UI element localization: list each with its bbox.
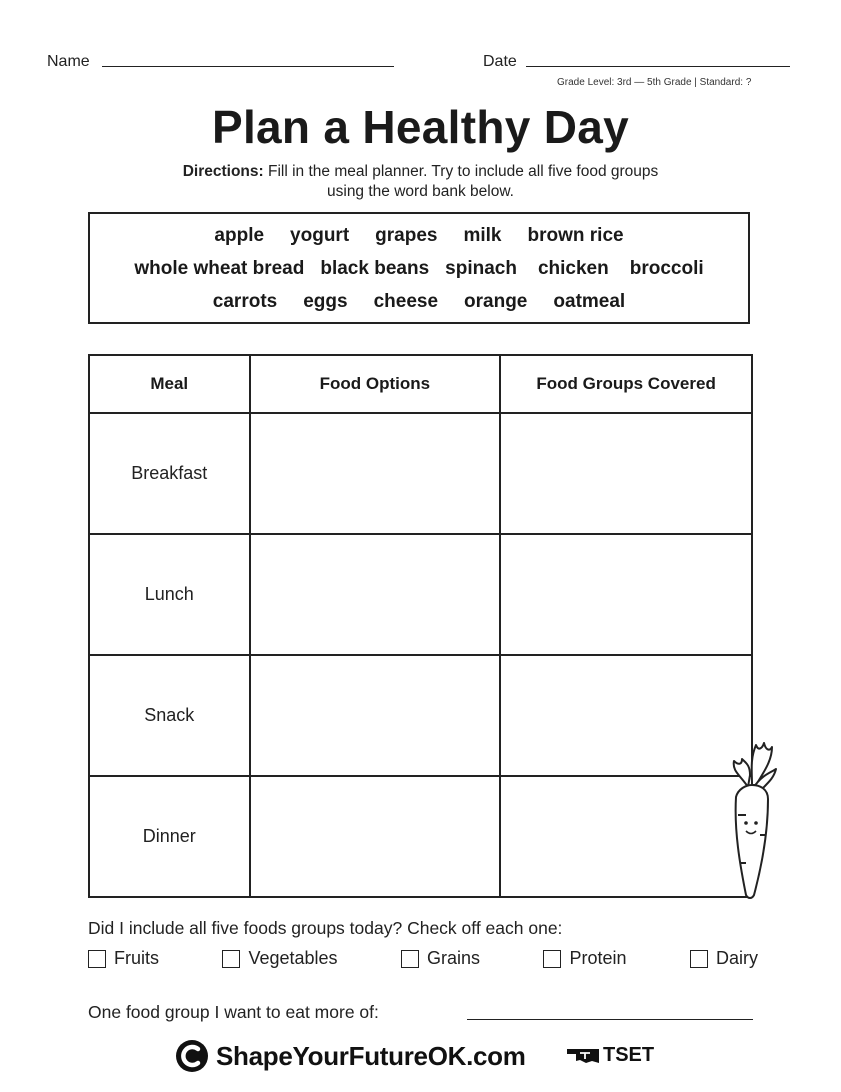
directions-label: Directions:: [182, 163, 264, 180]
directions: [0, 162, 841, 202]
column-header-food-options: Food Options: [250, 355, 501, 413]
table-row: [89, 534, 752, 655]
checkbox-grains[interactable]: [401, 948, 480, 969]
word-bank-item: oatmeal: [553, 291, 626, 312]
checkbox-label: Fruits: [114, 948, 159, 968]
checkbox-square[interactable]: [222, 950, 240, 968]
directions-line-1: Fill in the meal planner. Try to include all five food groups: [267, 163, 659, 180]
checkbox-label: Protein: [569, 948, 627, 968]
checkbox-dairy[interactable]: [690, 948, 758, 969]
word-bank-row-1: [90, 225, 748, 247]
checkbox-label: Vegetables: [248, 948, 338, 968]
word-bank-item: orange: [464, 291, 528, 312]
word-bank-item: cheese: [373, 291, 439, 312]
column-header-meal: Meal: [89, 355, 250, 413]
meal-label-breakfast: Breakfast: [89, 413, 250, 534]
word-bank-item: grapes: [375, 225, 438, 246]
table-row: [89, 655, 752, 776]
word-bank: [88, 212, 750, 324]
word-bank-item: carrots: [212, 291, 278, 312]
shape-your-future-logo-icon: [174, 1038, 210, 1074]
word-bank-item: brown rice: [527, 225, 624, 246]
more-food-group-field[interactable]: [467, 1019, 753, 1020]
word-bank-item: apple: [214, 225, 265, 246]
footer-site-logo: [174, 1038, 526, 1074]
column-header-food-groups: Food Groups Covered: [500, 355, 752, 413]
meal-label-dinner: Dinner: [89, 776, 250, 897]
food-options-cell[interactable]: [250, 534, 501, 655]
date-field[interactable]: [526, 66, 790, 67]
word-bank-item: chicken: [537, 258, 609, 279]
page-title: Plan a Healthy Day: [211, 101, 630, 153]
word-bank-row-2: [90, 258, 748, 280]
food-groups-cell[interactable]: [500, 413, 752, 534]
tset-text: TSET: [603, 1044, 655, 1066]
checkbox-vegetables[interactable]: [222, 948, 337, 969]
word-bank-item: yogurt: [290, 225, 350, 246]
word-bank-item: spinach: [445, 258, 517, 279]
food-groups-cell[interactable]: [500, 776, 752, 897]
name-label: Name: [47, 53, 90, 70]
meal-label-lunch: Lunch: [89, 534, 250, 655]
table-row: [89, 413, 752, 534]
more-food-group-prompt: One food group I want to eat more of:: [88, 1002, 379, 1022]
word-bank-item: whole wheat bread: [134, 258, 305, 279]
footer-site-name: ShapeYourFutureOK.com: [216, 1040, 526, 1071]
food-options-cell[interactable]: [250, 655, 501, 776]
checklist-question: Did I include all five foods groups today? Check off each one:: [88, 918, 563, 938]
meal-planner-table: [88, 354, 753, 898]
word-bank-item: milk: [463, 225, 502, 246]
checkbox-square[interactable]: [88, 950, 106, 968]
food-group-checklist: [88, 948, 758, 969]
table-row: [89, 776, 752, 897]
checkbox-label: Dairy: [715, 948, 758, 968]
checkbox-label: Grains: [426, 948, 480, 968]
checkbox-square[interactable]: [401, 950, 419, 968]
table-header-row: [89, 355, 752, 413]
food-groups-cell[interactable]: [500, 655, 752, 776]
checkbox-fruits[interactable]: [88, 948, 159, 969]
checkbox-square[interactable]: [690, 950, 708, 968]
checkbox-square[interactable]: [543, 950, 561, 968]
word-bank-item: black beans: [320, 258, 430, 279]
word-bank-item: eggs: [303, 291, 348, 312]
carrot-illustration: [722, 735, 782, 903]
food-options-cell[interactable]: [250, 413, 501, 534]
tset-logo: [566, 1044, 654, 1067]
date-label: Date: [483, 53, 517, 70]
meal-label-snack: Snack: [89, 655, 250, 776]
food-groups-cell[interactable]: [500, 534, 752, 655]
grade-level-info: Grade Level: 3rd — 5th Grade | Standard: ?: [557, 77, 752, 88]
directions-line-2: using the word bank below.: [327, 183, 514, 200]
checkbox-protein[interactable]: [543, 948, 626, 969]
name-field[interactable]: [102, 66, 394, 67]
word-bank-item: broccoli: [629, 258, 704, 279]
food-options-cell[interactable]: [250, 776, 501, 897]
word-bank-row-3: [90, 291, 748, 313]
oklahoma-shape-icon: [566, 1047, 600, 1065]
